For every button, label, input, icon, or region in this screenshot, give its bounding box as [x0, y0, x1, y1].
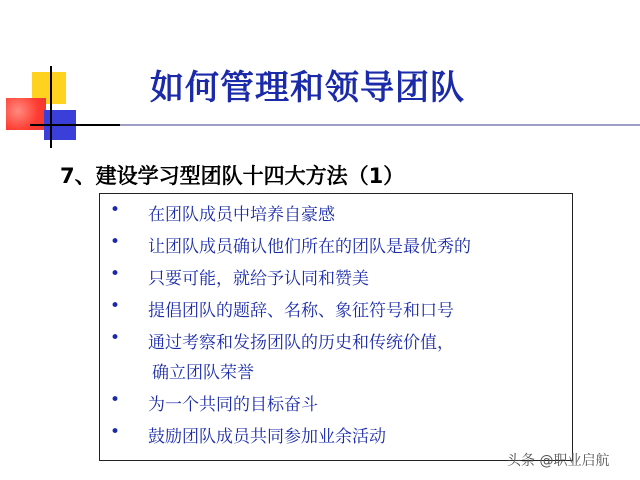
bullet-dot: • [110, 232, 121, 252]
bullet-dot: • [110, 422, 121, 442]
watermark: 头条 @职业启航 [507, 453, 610, 469]
bullet-text: 在团队成员中培养自豪感 [148, 205, 335, 225]
slide-logo [0, 0, 90, 150]
bullet-text: 鼓励团队成员共同参加业余活动 [148, 427, 386, 447]
bullet-dot: • [110, 200, 121, 220]
bullet-dot: • [110, 328, 121, 348]
logo-horizontal-line [30, 124, 120, 126]
bullet-box [99, 193, 573, 461]
slide-subtitle: 7、建设学习型团队十四大方法（1） [60, 164, 405, 188]
bullet-text: 只要可能，就给予认同和赞美 [148, 269, 369, 289]
bullet-text: 让团队成员确认他们所在的团队是最优秀的 [148, 237, 471, 257]
bullet-dot: • [110, 390, 121, 410]
bullet-dot: • [110, 296, 121, 316]
bullet-text: 通过考察和发扬团队的历史和传统价值， [148, 333, 454, 353]
bullet-text: 为一个共同的目标奋斗 [148, 395, 318, 415]
bullet-continuation-text: 确立团队荣誉 [152, 363, 254, 383]
title-divider [120, 124, 640, 126]
slide-title: 如何管理和领导团队 [150, 68, 465, 108]
logo-vertical-line [50, 66, 52, 148]
bullet-dot: • [110, 264, 121, 284]
bullet-text: 提倡团队的题辞、名称、象征符号和口号 [148, 301, 454, 321]
